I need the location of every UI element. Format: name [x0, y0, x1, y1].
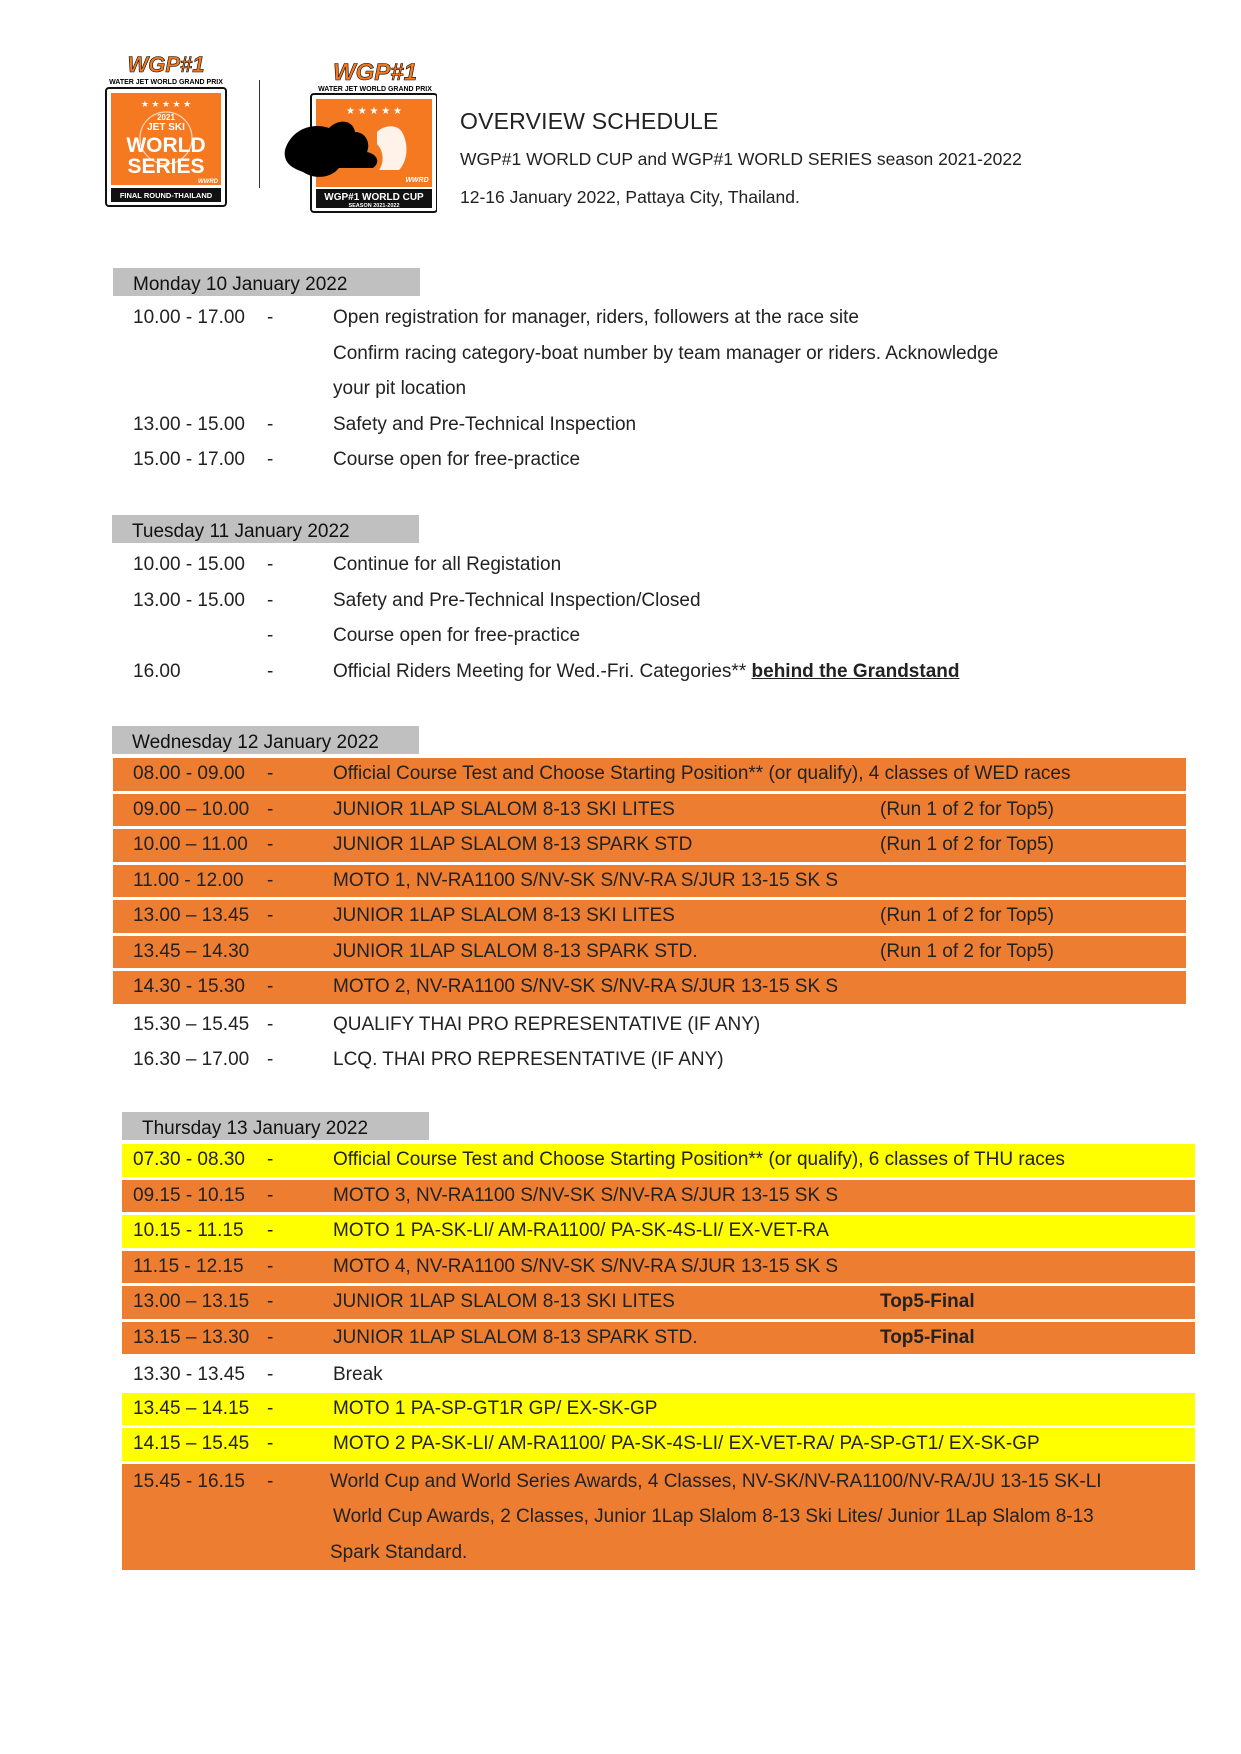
row-dash: - [267, 1184, 274, 1206]
row-dash: - [267, 625, 274, 646]
row-description: JUNIOR 1LAP SLALOM 8-13 SPARK STD [333, 834, 693, 855]
row-time: 13.15 – 13.30 [133, 1326, 250, 1348]
row-time: 08.00 - 09.00 [133, 763, 245, 784]
row-description: MOTO 1 PA-SP-GT1R GP/ EX-SK-GP [333, 1397, 658, 1419]
row-description: JUNIOR 1LAP SLALOM 8-13 SPARK STD. [333, 1326, 698, 1348]
row-description: MOTO 2, NV-RA1100 S/NV-SK S/NV-RA S/JUR 13-15 SK S [333, 976, 839, 997]
row-dash: - [267, 1326, 274, 1348]
world-cup-logo [281, 58, 437, 214]
row-note: (Run 1 of 2 for Top5) [880, 905, 1054, 926]
row-dash: - [267, 449, 274, 470]
row-dash: - [267, 798, 274, 820]
row-dash: - [267, 1013, 274, 1035]
row-note: Top5-Final [880, 1291, 975, 1312]
row-time: 13.00 – 13.15 [133, 1291, 250, 1312]
schedule-row [113, 829, 1186, 865]
row-description: MOTO 4, NV-RA1100 S/NV-SK S/NV-RA S/JUR 13-15 SK S [333, 1255, 839, 1277]
row-time: 10.00 – 11.00 [133, 834, 248, 855]
schedule-row [113, 442, 1193, 478]
row-description: Safety and Pre-Technical Inspection [333, 413, 637, 435]
series-logo-line3: SERIES [127, 155, 205, 178]
row-note: (Run 1 of 2 for Top5) [880, 834, 1054, 855]
row-dash: - [267, 307, 274, 328]
cup-logo-stars: ★ ★ ★ ★ ★ [346, 106, 402, 117]
day-header: Wednesday 12 January 2022 [112, 726, 419, 754]
row-time: 16.30 – 17.00 [133, 1049, 250, 1070]
series-logo-mark: WGP#1 [127, 52, 205, 77]
row-description: LCQ. THAI PRO REPRESENTATIVE (IF ANY) [333, 1049, 724, 1070]
series-logo-brand: WWRD [198, 179, 218, 185]
row-dash: - [267, 763, 274, 784]
cup-logo-mark: WGP#1 [332, 59, 418, 86]
row-description: MOTO 2 PA-SK-LI/ AM-RA1100/ PA-SK-4S-LI/ EX-VET-RA/ PA-SP-GT1/ EX-SK-GP [333, 1433, 1040, 1454]
row-dash: - [267, 554, 274, 575]
schedule-row [113, 654, 1193, 690]
row-time: 13.00 - 15.00 [133, 413, 245, 435]
awards-lines [330, 1464, 1102, 1570]
series-logo-stars: ★ ★ ★ ★ ★ [140, 99, 192, 109]
row-description: Course open for free-practice [333, 625, 581, 646]
day-header: Monday 10 January 2022 [113, 268, 420, 296]
schedule-row [113, 936, 1186, 972]
series-logo-tag: WATER JET WORLD GRAND PRIX [109, 79, 223, 86]
schedule-row [122, 1180, 1195, 1216]
row-description: Break [333, 1364, 383, 1385]
schedule-row [113, 1042, 1186, 1078]
day-header: Tuesday 11 January 2022 [112, 515, 419, 543]
row-dash: - [267, 1149, 274, 1170]
schedule-row [113, 407, 1193, 443]
row-time: 13.45 – 14.30 [133, 940, 250, 962]
row-time: 15.00 - 17.00 [133, 449, 245, 470]
schedule-row [122, 1357, 1195, 1393]
row-time: 10.00 - 15.00 [133, 554, 245, 575]
grandstand-link[interactable]: behind the Grandstand [751, 660, 960, 682]
schedule-row [122, 1322, 1195, 1358]
row-description: JUNIOR 1LAP SLALOM 8-13 SPARK STD. [333, 940, 698, 962]
row-time: 13.30 - 13.45 [133, 1364, 245, 1385]
row-time: 14.30 - 15.30 [133, 976, 245, 997]
row-description: MOTO 1 PA-SK-LI/ AM-RA1100/ PA-SK-4S-LI/ EX-VET-RA [333, 1220, 829, 1241]
row-time: 13.00 - 15.00 [133, 589, 245, 611]
day-section-thursday [0, 1112, 1241, 1570]
row-description-text: Official Riders Meeting for Wed.-Fri. Categories** [333, 660, 747, 682]
row-time: 09.00 – 10.00 [133, 798, 250, 820]
world-series-logo [104, 52, 228, 208]
cup-logo-tag: WATER JET WORLD GRAND PRIX [318, 86, 432, 93]
row-description: JUNIOR 1LAP SLALOM 8-13 SKI LITES [333, 905, 675, 926]
row-dash: - [267, 834, 274, 855]
row-description [333, 654, 959, 690]
page-title: OVERVIEW SCHEDULE [460, 108, 719, 134]
awards-row [122, 1464, 1195, 1570]
row-time: 11.15 - 12.15 [133, 1255, 244, 1277]
schedule-row [122, 1144, 1195, 1180]
day-section-tuesday [0, 515, 1241, 689]
row-time: 16.00 [133, 660, 181, 682]
schedule-row [113, 371, 1193, 407]
row-dash: - [267, 1255, 274, 1277]
row-note: Top5-Final [880, 1326, 975, 1348]
row-description: Official Course Test and Choose Starting Position** (or qualify), 4 classes of WED races [333, 763, 1071, 784]
day-header: Thursday 13 January 2022 [122, 1112, 429, 1140]
schedule-row [122, 1215, 1195, 1251]
row-dash: - [267, 869, 274, 891]
row-dash: - [267, 976, 274, 997]
row-description: Confirm racing category-boat number by team manager or riders. Acknowledge [333, 342, 999, 364]
row-dash: - [267, 1397, 274, 1419]
row-time: 07.30 - 08.30 [133, 1149, 245, 1170]
row-time: 15.30 – 15.45 [133, 1013, 250, 1035]
row-time: 13.00 – 13.45 [133, 905, 250, 926]
row-time: 11.00 - 12.00 [133, 869, 244, 891]
row-dash: - [267, 589, 274, 611]
row-time: 10.15 - 11.15 [133, 1220, 244, 1241]
day-section-monday [0, 268, 1241, 478]
row-description: Course open for free-practice [333, 449, 581, 470]
row-note: (Run 1 of 2 for Top5) [880, 940, 1054, 962]
schedule-row [113, 547, 1193, 583]
series-logo-line2: WORLD [126, 134, 206, 157]
row-dash: - [267, 1364, 274, 1385]
row-description: MOTO 1, NV-RA1100 S/NV-SK S/NV-RA S/JUR 13-15 SK S [333, 869, 839, 891]
row-description: QUALIFY THAI PRO REPRESENTATIVE (IF ANY) [333, 1013, 761, 1035]
schedule-row [113, 758, 1186, 794]
schedule-row [122, 1393, 1195, 1429]
series-logo-line1: JET SKI [147, 122, 185, 133]
row-dash: - [267, 905, 274, 926]
day-section-wednesday [0, 726, 1241, 1078]
row-time: 10.00 - 17.00 [133, 307, 245, 328]
schedule-row [113, 1007, 1186, 1043]
event-subtitle: WGP#1 WORLD CUP and WGP#1 WORLD SERIES season 2021-2022 [460, 149, 1022, 169]
schedule-header [460, 108, 1022, 225]
schedule-row [113, 300, 1193, 336]
series-logo-footer: FINAL ROUND-THAILAND [119, 191, 213, 200]
row-dash: - [267, 1470, 274, 1492]
series-logo-year: 2021 [157, 113, 175, 122]
schedule-row [113, 583, 1193, 619]
row-description: Safety and Pre-Technical Inspection/Closed [333, 589, 701, 611]
row-dash: - [267, 1433, 274, 1454]
schedule-row [122, 1428, 1195, 1464]
row-dash: - [267, 413, 274, 435]
row-time: 15.45 - 16.15 [133, 1470, 245, 1492]
cup-logo-line1: WGP#1 WORLD CUP [324, 192, 424, 203]
awards-line: Spark Standard. [330, 1541, 468, 1563]
schedule-row [113, 865, 1186, 901]
row-description: Continue for all Registation [333, 554, 562, 575]
row-description: JUNIOR 1LAP SLALOM 8-13 SKI LITES [333, 798, 675, 820]
event-dates: 12-16 January 2022, Pattaya City, Thailand. [460, 187, 800, 207]
schedule-row [113, 618, 1193, 654]
row-description: Official Course Test and Choose Starting Position** (or qualify), 6 classes of THU races [333, 1149, 1065, 1170]
row-time: 14.15 – 15.45 [133, 1433, 250, 1454]
logo-divider [259, 80, 260, 188]
awards-line: World Cup Awards, 2 Classes, Junior 1Lap Slalom 8-13 Ski Lites/ Junior 1Lap Slalom 8-13 [333, 1506, 1094, 1527]
cup-logo-line2: SEASON 2021-2022 [348, 203, 400, 209]
schedule-row [122, 1251, 1195, 1287]
row-time: 09.15 - 10.15 [133, 1184, 245, 1206]
cup-logo-brand: WWRD [405, 177, 429, 184]
schedule-row [113, 336, 1193, 372]
row-dash: - [267, 660, 274, 682]
schedule-row [113, 794, 1186, 830]
row-description: Open registration for manager, riders, followers at the race site [333, 307, 859, 328]
row-description: MOTO 3, NV-RA1100 S/NV-SK S/NV-RA S/JUR 13-15 SK S [333, 1184, 839, 1206]
row-note: (Run 1 of 2 for Top5) [880, 798, 1054, 820]
row-description: your pit location [333, 378, 467, 399]
row-time: 13.45 – 14.15 [133, 1397, 250, 1419]
schedule-row [113, 900, 1186, 936]
awards-line: World Cup and World Series Awards, 4 Classes, NV-SK/NV-RA1100/NV-RA/JU 13-15 SK-LI [330, 1470, 1102, 1492]
row-dash: - [267, 1220, 274, 1241]
schedule-row [113, 971, 1186, 1007]
row-dash: - [267, 1291, 274, 1312]
schedule-row [122, 1286, 1195, 1322]
row-description: JUNIOR 1LAP SLALOM 8-13 SKI LITES [333, 1291, 675, 1312]
row-dash: - [267, 1049, 274, 1070]
